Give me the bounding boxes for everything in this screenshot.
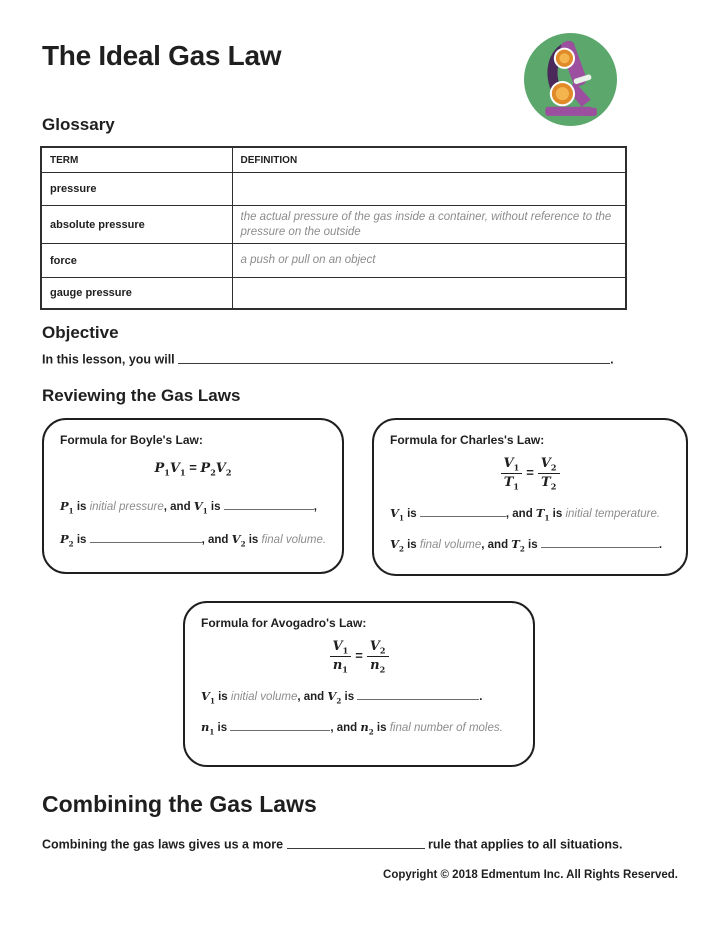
fill-in-sentence: $V_1$ is , and $T_1$ is initial temperature. [390,506,661,523]
fill-in-sentence: $n_1$ is , and $n_2$ is final number of moles. [201,720,503,737]
table-row [41,206,626,244]
reviewing-heading: Reviewing the Gas Laws [42,386,241,405]
combining-sentence: Combining the gas laws gives us a more rule that applies to all situations. [42,837,623,852]
avogadros-law-formula: $\frac{V_1}{n_1}$ = $\frac{V_2}{n_2}$ [201,639,517,674]
column-header-term: TERM [41,147,232,173]
combining-heading: Combining the Gas Laws [42,791,317,817]
table-header-row [41,147,626,173]
fill-in-blank [287,837,425,849]
table-row [41,278,626,309]
column-header-definition: DEFINITION [232,147,626,173]
fill-in-sentence: $P_1$ is initial pressure, and $V_1$ is , [60,499,317,516]
objective-sentence: In this lesson, you will . [42,352,614,367]
definition-cell: the actual pressure of the gas inside a container, without reference to the pressure on the outside [232,206,626,244]
fill-in-sentence: $V_1$ is initial volume, and $V_2$ is . [201,689,483,706]
term-cell: force [41,244,232,278]
fill-in-sentence: $V_2$ is final volume, and $T_2$ is . [390,537,663,554]
fill-in-blank [541,538,659,549]
fill-in-blank [230,721,330,732]
charles-law-formula: $\frac{V_1}{T_1}$ = $\frac{V_2}{T_2}$ [390,456,670,491]
fill-in-blank [420,506,506,517]
copyright-notice: Copyright © 2018 Edmentum Inc. All Rights Reserved. [383,869,678,881]
avogadros-law-box [183,601,535,767]
glossary-table [40,146,627,310]
fill-in-blank [178,352,610,364]
fill-in-sentence: $P_2$ is , and $V_2$ is final volume. [60,532,327,549]
boyles-law-label: Formula for Boyle's Law: [60,433,203,447]
fill-in-blank [224,499,314,510]
charles-law-label: Formula for Charles's Law: [390,433,545,447]
definition-cell [232,173,626,206]
term-cell: gauge pressure [41,278,232,309]
term-cell: pressure [41,173,232,206]
fill-in-blank [90,533,202,544]
charles-law-box [372,418,688,576]
definition-cell: a push or pull on an object [232,244,626,278]
law-boxes-area [42,418,678,790]
microscope-icon [524,33,617,126]
fill-in-blank [357,689,479,700]
definition-cell [232,278,626,309]
objective-heading: Objective [42,323,119,342]
table-row [41,173,626,206]
glossary-heading: Glossary [42,115,115,134]
page-title: The Ideal Gas Law [42,40,282,71]
table-row [41,244,626,278]
term-cell: absolute pressure [41,206,232,244]
boyles-law-box [42,418,344,574]
avogadros-law-label: Formula for Avogadro's Law: [201,616,367,630]
boyles-law-formula: $P_1V_1 = P_2V_2$ [154,460,232,478]
